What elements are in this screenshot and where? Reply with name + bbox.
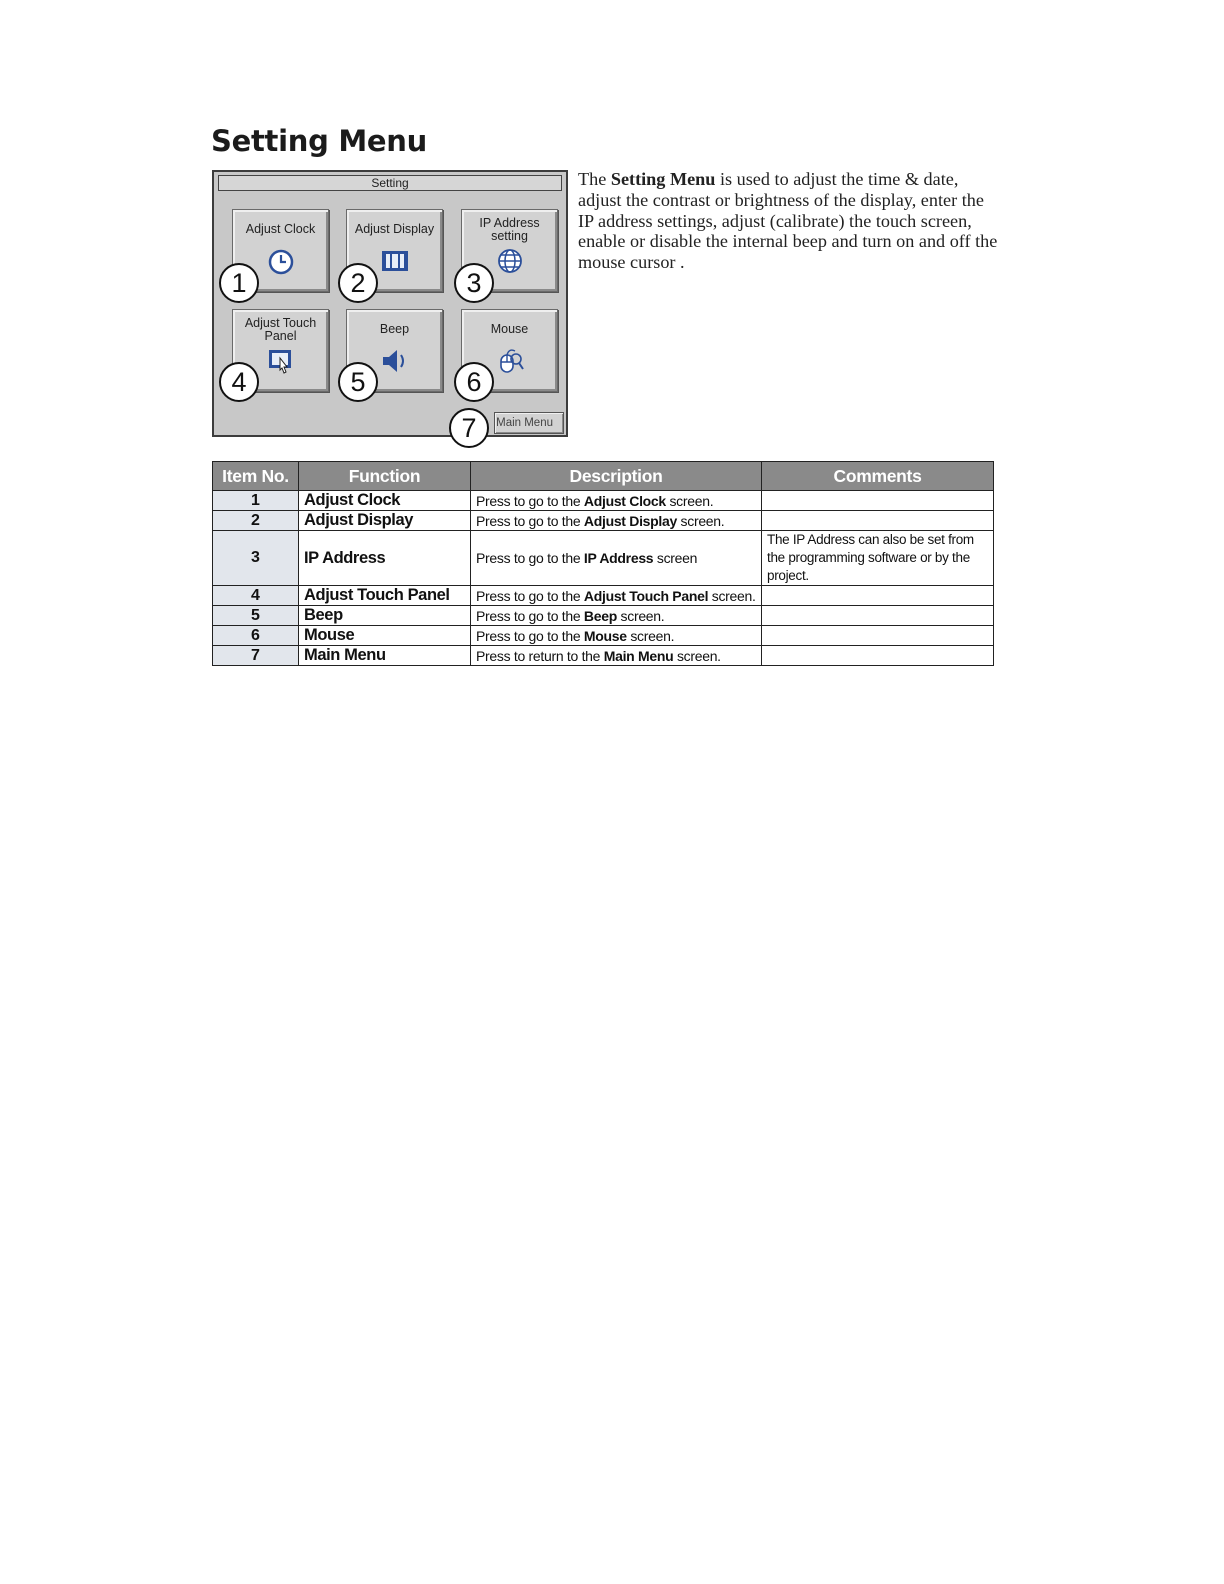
- desc-pre: Press to go to the: [476, 550, 584, 566]
- item-no: 5: [213, 606, 299, 626]
- desc-bold: Beep: [583, 607, 617, 624]
- clock-icon: [267, 248, 295, 276]
- intro-bold: Setting Menu: [610, 169, 716, 189]
- globe-icon: [496, 247, 524, 275]
- adjust-display-label: Adjust Display: [354, 222, 435, 236]
- ip-address-label-line1: IP Address: [479, 216, 540, 230]
- table-row: [213, 511, 994, 531]
- desc-pre: Press to return to the: [476, 647, 604, 664]
- table-row: [213, 531, 994, 586]
- table-header-row: [213, 462, 994, 491]
- intro-paragraph: [578, 169, 1003, 273]
- desc-pre: Press to go to the: [476, 627, 584, 644]
- item-comments: [762, 606, 994, 626]
- callout-6: 6: [454, 362, 494, 402]
- item-description: [471, 586, 762, 606]
- desc-post: screen.: [708, 587, 756, 604]
- item-function: Main Menu: [299, 646, 471, 666]
- display-icon: [381, 250, 409, 272]
- item-description: [471, 511, 762, 531]
- callout-5: 5: [338, 362, 378, 402]
- callout-2: 2: [338, 263, 378, 303]
- table-row: [213, 646, 994, 666]
- item-comments: [762, 626, 994, 646]
- intro-part2: is used to adjust the time & date, adjust the contrast or brightness of the display, enter the IP address settings, adjust (calibrate) the touch screen, enable or disable the internal beep and turn on and off the mouse cursor .: [578, 169, 998, 273]
- desc-bold: Adjust Touch Panel: [583, 587, 709, 604]
- item-comments: [762, 646, 994, 666]
- header-comments: Comments: [762, 462, 994, 491]
- desc-post: screen.: [626, 627, 675, 644]
- item-comments: [762, 491, 994, 511]
- callout-1: 1: [219, 263, 259, 303]
- item-no: 6: [213, 626, 299, 646]
- mouse-icon: [495, 346, 525, 376]
- item-function: Beep: [299, 606, 471, 626]
- section-title: Setting Menu: [211, 124, 427, 158]
- desc-pre: Press to go to the: [476, 587, 584, 604]
- main-menu-button[interactable]: Main Menu: [494, 412, 564, 434]
- item-comments: [762, 511, 994, 531]
- desc-bold: Main Menu: [603, 647, 674, 664]
- item-description: [471, 531, 762, 586]
- item-comments: The IP Address can also be set from the programming software or by the project.: [762, 531, 994, 586]
- touch-panel-icon: [267, 348, 295, 376]
- speaker-icon: [380, 347, 410, 375]
- desc-bold: IP Address: [583, 550, 654, 566]
- item-no: 4: [213, 586, 299, 606]
- desc-post: screen: [653, 550, 698, 566]
- table-row: [213, 586, 994, 606]
- item-function: IP Address: [299, 531, 471, 586]
- item-function: Mouse: [299, 626, 471, 646]
- desc-post: screen.: [673, 647, 721, 664]
- item-function: Adjust Display: [299, 511, 471, 531]
- item-function: Adjust Clock: [299, 491, 471, 511]
- callout-4: 4: [219, 362, 259, 402]
- adjust-touch-label-line1: Adjust Touch: [244, 316, 317, 330]
- mouse-label: Mouse: [490, 322, 529, 336]
- header-description: Description: [471, 462, 762, 491]
- item-no: 2: [213, 511, 299, 531]
- table-row: [213, 491, 994, 511]
- item-comments: [762, 586, 994, 606]
- item-no: 7: [213, 646, 299, 666]
- ip-address-label-line2: setting: [491, 229, 528, 243]
- desc-pre: Press to go to the: [476, 512, 584, 529]
- desc-post: screen.: [616, 607, 665, 624]
- settings-item-table: [212, 461, 994, 666]
- desc-pre: Press to go to the: [476, 607, 584, 624]
- desc-bold: Adjust Display: [583, 512, 677, 529]
- desc-pre: Press to go to the: [476, 492, 584, 509]
- header-item-no: Item No.: [213, 462, 299, 491]
- adjust-touch-label-line2: Panel: [264, 329, 297, 343]
- desc-bold: Adjust Clock: [583, 492, 666, 509]
- item-description: [471, 491, 762, 511]
- desc-post: screen.: [665, 492, 714, 509]
- desc-bold: Mouse: [583, 627, 627, 644]
- item-no: 1: [213, 491, 299, 511]
- intro-part1: The: [578, 169, 611, 189]
- beep-label: Beep: [379, 322, 410, 336]
- item-function: Adjust Touch Panel: [299, 586, 471, 606]
- callout-7: 7: [449, 408, 489, 448]
- desc-post: screen.: [676, 512, 725, 529]
- item-no: 3: [213, 531, 299, 586]
- table-row: [213, 606, 994, 626]
- header-function: Function: [299, 462, 471, 491]
- setting-screen-figure: [212, 170, 568, 437]
- table-row: [213, 626, 994, 646]
- item-description: [471, 626, 762, 646]
- screen-title: Setting: [218, 175, 562, 191]
- item-description: [471, 646, 762, 666]
- callout-3: 3: [454, 263, 494, 303]
- item-description: [471, 606, 762, 626]
- adjust-clock-label: Adjust Clock: [245, 222, 316, 236]
